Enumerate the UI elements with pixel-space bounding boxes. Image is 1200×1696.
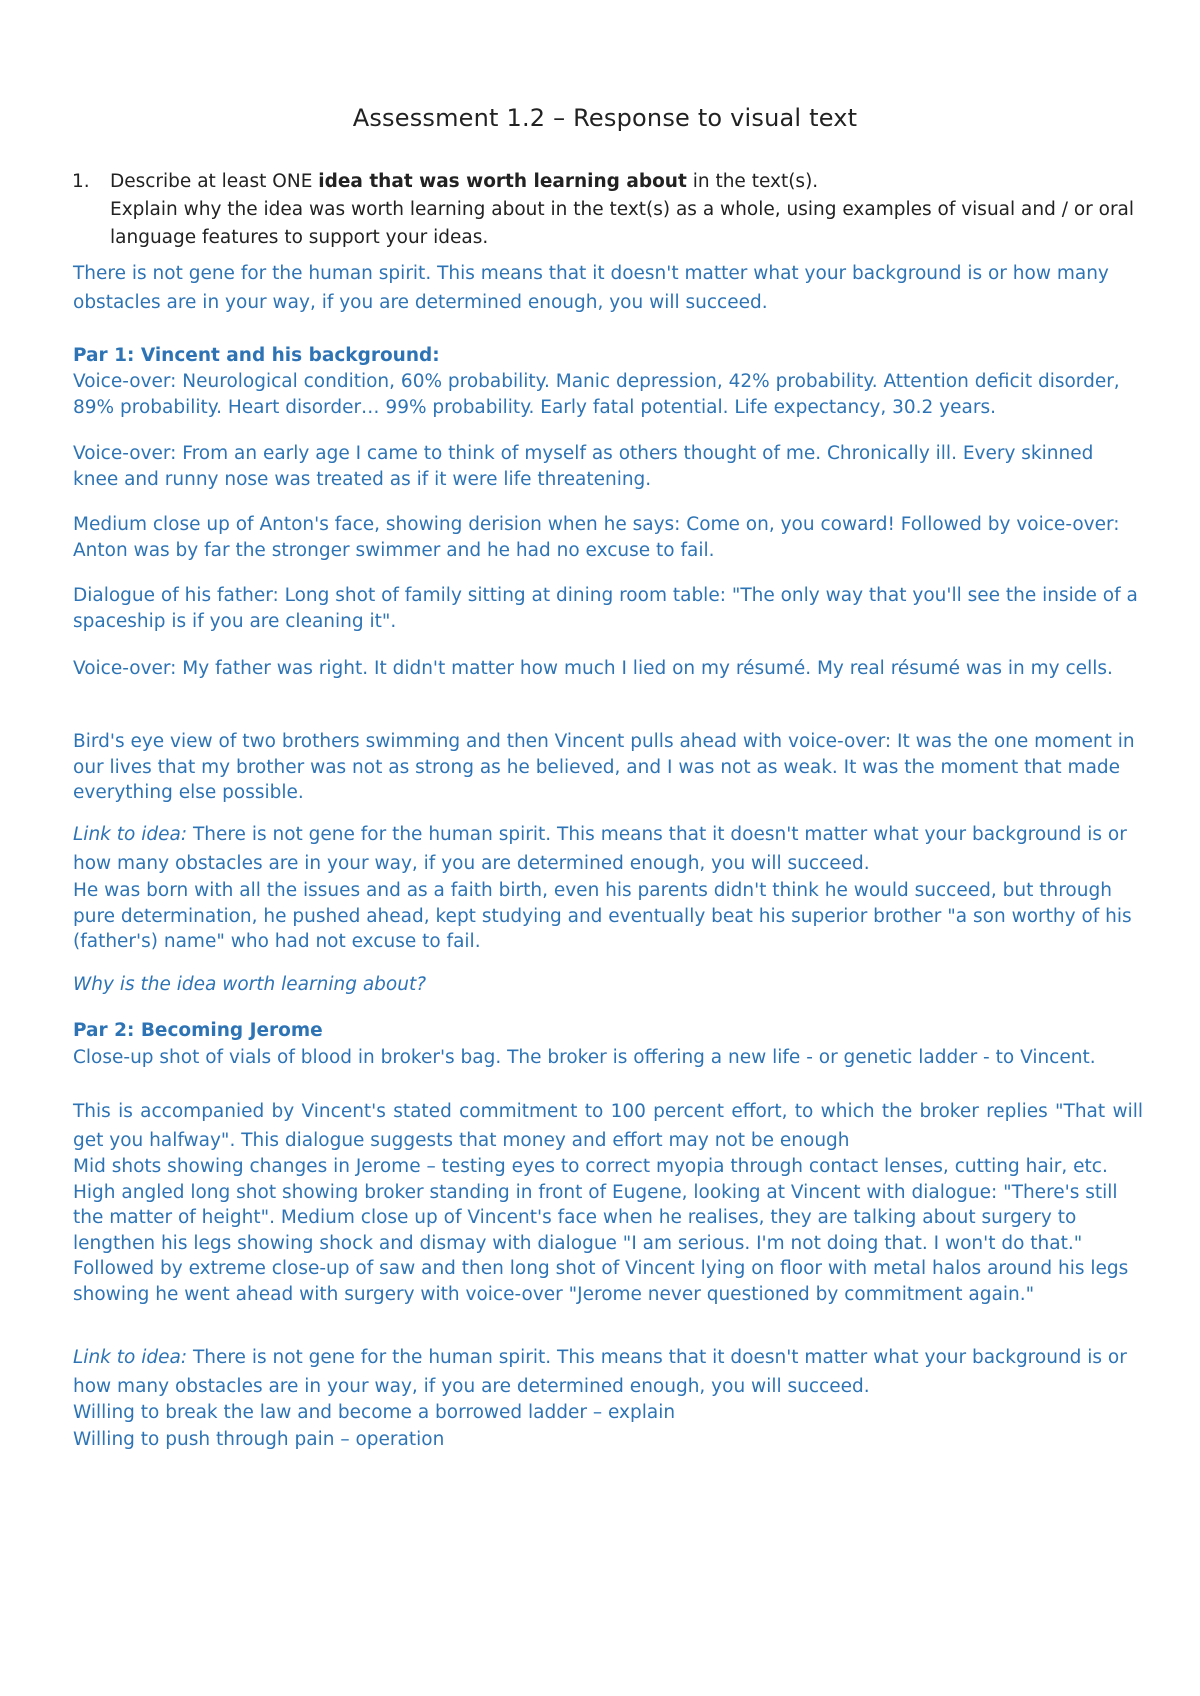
- question-line1-bold: idea that was worth learning about: [318, 171, 687, 192]
- par1-voiceover-1: Voice-over: Neurological condition, 60% probability. Manic depression, 42% probability. Attention deficit disorder, 89% probability. Heart disorder… 99% probability. Early fatal potential. Life expectancy, 30.2 years.: [73, 371, 1120, 418]
- par2-mid-shots: Mid shots showing changes in Jerome – testing eyes to correct myopia through contact lenses, cutting hair, etc. High angled long shot showing broker standing in front of Eugene, looking at Vincent with dialogue: "There's still the matter of height". Medium close up of Vincent's face when he realises, they are talking about surgery to lengthen his legs showing shock and dismay with dialogue "I am serious. I'm not doing that. I won't do that." Followed by extreme close-up of saw and then long shot of Vincent lying on floor with metal halos around his legs showing he went ahead with surgery with voice-over "Jerome never questioned by commitment again.": [73, 1156, 1129, 1305]
- question-number: 1.: [72, 171, 90, 192]
- par1-birds-eye-shot: Bird's eye view of two brothers swimming and then Vincent pulls ahead with voice-over: It was the one moment in our lives that my brother was not as strong as he believed, and I was not as weak. It was the moment that made everything else possible.: [73, 731, 1135, 803]
- par1-resume-voiceover: Voice-over: My father was right. It didn't matter how much I lied on my résumé. My real résumé was in my cells.: [73, 658, 1113, 679]
- par1-anton-shot: Medium close up of Anton's face, showing derision when he says: Come on, you coward! Followed by voice-over: Anton was by far the stronger swimmer and he had no excuse to fail.: [73, 514, 1120, 561]
- par2-link-text: There is not gene for the human spirit. This means that it doesn't matter what your background is or how many obstacles are in your way, if you are determined enough, you will succeed.: [73, 1347, 1127, 1397]
- par1-heading: Par 1: Vincent and his background:: [73, 345, 440, 366]
- par1-link-text: There is not gene for the human spirit. This means that it doesn't matter what your background is or how many obstacles are in your way, if you are determined enough, you will succeed.: [73, 824, 1127, 874]
- par1-voiceover-2: Voice-over: From an early age I came to think of myself as others thought of me. Chronically ill. Every skinned knee and runny nose was treated as if it were life threatening.: [73, 443, 1094, 490]
- par2-heading: Par 2: Becoming Jerome: [73, 1020, 323, 1041]
- question-line1-pre: Describe at least ONE: [110, 171, 319, 192]
- par2-vials-shot: Close-up shot of vials of blood in broker's bag. The broker is offering a new life - or genetic ladder - to Vincent.: [73, 1047, 1096, 1068]
- par2-note-2: Willing to push through pain – operation: [73, 1429, 445, 1450]
- par1-explanation: He was born with all the issues and as a faith birth, even his parents didn't think he would succeed, but through pure determination, he pushed ahead, kept studying and eventually beat his superior brother "a son worthy of his (father's) name" who had not excuse to fail.: [73, 880, 1132, 952]
- par1-link-label: Link to idea:: [73, 824, 188, 845]
- par1-father-dialogue: Dialogue of his father: Long shot of family sitting at dining room table: "The only way that you'll see the inside of a spaceship is if you are cleaning it".: [73, 585, 1138, 632]
- thesis-statement: There is not gene for the human spirit. This means that it doesn't matter what your background is or how many obstacles are in your way, if you are determined enough, you will succeed.: [73, 263, 1109, 313]
- question-line1-post: in the text(s).: [686, 171, 819, 192]
- par1-why-question: Why is the idea worth learning about?: [73, 974, 427, 995]
- par2-commitment: This is accompanied by Vincent's stated commitment to 100 percent effort, to which the broker replies "That will get you halfway". This dialogue suggests that money and effort may not be enough: [73, 1101, 1143, 1151]
- par1-link-to-idea: [73, 820, 1143, 878]
- question-line-1: [110, 168, 1140, 196]
- page-title: Assessment 1.2 – Response to visual text: [352, 104, 858, 132]
- par2-note-1: Willing to break the law and become a borrowed ladder – explain: [73, 1402, 676, 1423]
- par2-link-label: Link to idea:: [73, 1347, 188, 1368]
- question-line-2: Explain why the idea was worth learning about in the text(s) as a whole, using examples of visual and / or oral language features to support your ideas.: [110, 199, 1135, 248]
- par2-link-to-idea: [73, 1343, 1143, 1401]
- question-1: [72, 168, 1140, 252]
